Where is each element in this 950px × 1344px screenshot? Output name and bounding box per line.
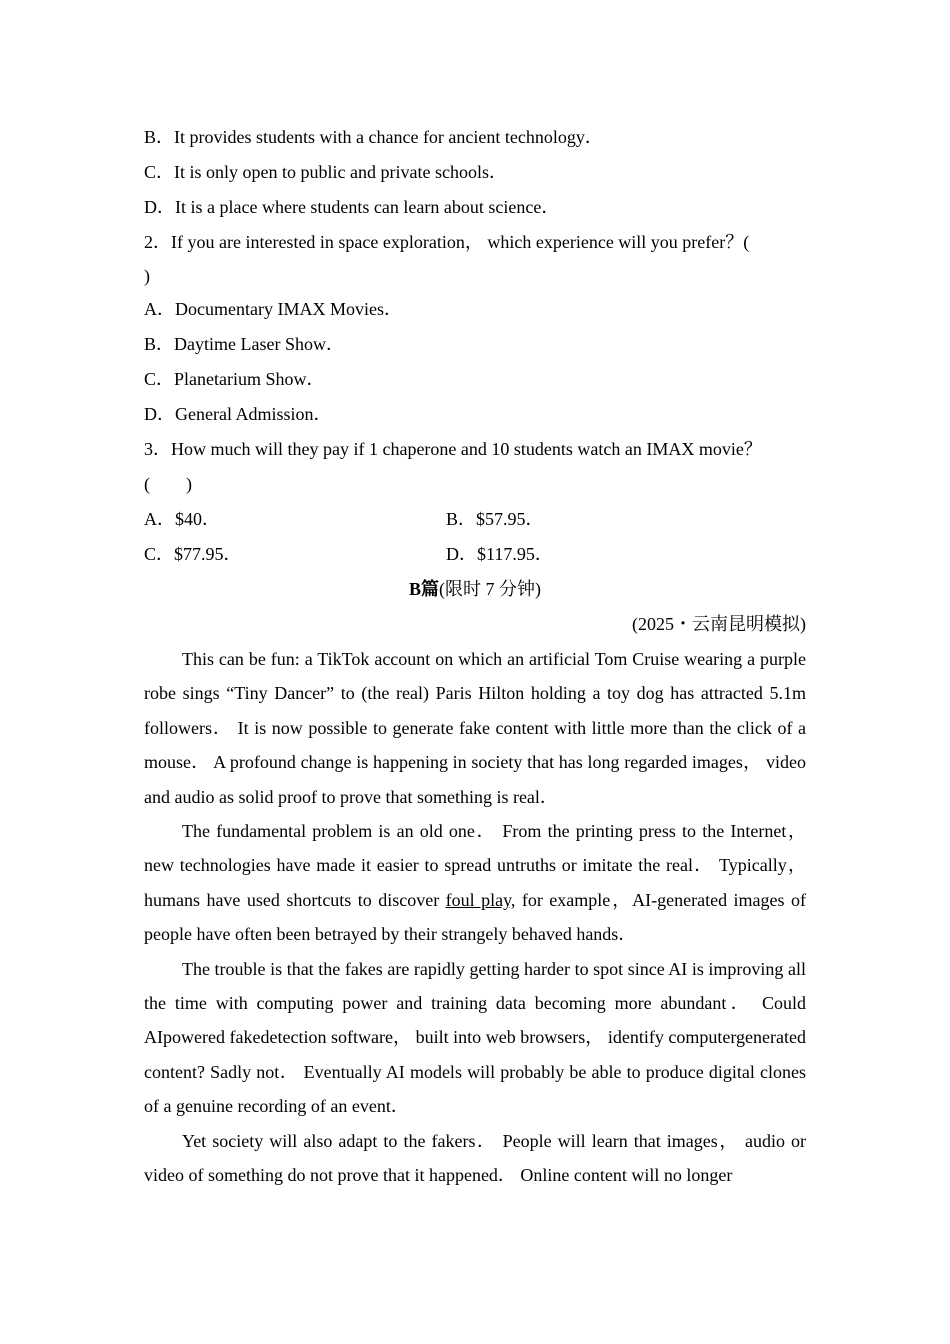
- q1-option-c: C．It is only open to public and private schools．: [144, 162, 507, 182]
- q3-options-row-1: [144, 502, 806, 537]
- q1-option-b: B．It provides students with a chance for ancient technology．: [144, 127, 603, 147]
- q3-option-a: A．$40．: [144, 509, 220, 529]
- p2-underlined-phrase: foul play,: [445, 889, 516, 910]
- q1-option-d: D．It is a place where students can learn about science．: [144, 197, 560, 217]
- q2-option-c: C．Planetarium Show．: [144, 369, 325, 389]
- passage-paragraph-1: This can be fun: a TikTok account on which an artificial Tom Cruise wearing a purple robe sings “Tiny Dancer” to (the real) Paris Hilton holding a toy dog has attracted 5.1m followers． It is now possible to generate fake content with little more than the click of a mouse． A profound change is happening in society that has long regarded images， video and audio as solid proof to prove that something is real．: [144, 649, 806, 807]
- q3-stem: 3．How much will they pay if 1 chaperone and 10 students watch an IMAX movie？: [144, 439, 762, 459]
- q3-options-row-2: [144, 537, 806, 572]
- q3-option-d: D．$117.95．: [446, 544, 553, 564]
- q2-stem: 2．If you are interested in space exploration， which experience will you prefer？(: [144, 232, 750, 252]
- q3-option-c: C．$77.95．: [144, 544, 242, 564]
- section-title: [144, 572, 806, 607]
- passage-paragraph-4: Yet society will also adapt to the fakers． People will learn that images， audio or video of something do not prove that it happened． Online content will no longer: [144, 1130, 806, 1186]
- p2-text-before: The fundamental problem is an old one． From the printing press to the Internet， new technologies have made it easier to spread untruths or imitate the real． Typically，humans have used shortcuts to discover: [144, 821, 806, 910]
- q2-option-d: D．General Admission．: [144, 404, 332, 424]
- passage-paragraph-2: [144, 814, 806, 952]
- section-source: (2025・云南昆明模拟): [632, 614, 806, 634]
- q2-stem-end: ): [144, 266, 150, 286]
- passage-paragraph-3: The trouble is that the fakes are rapidly getting harder to spot since AI is improving all the time with computing power and training data becoming more abundant． Could AIpowered fakedetection software， built into web browsers， identify computergenerated content? Sadly not． Eventually AI models will probably be able to produce digital clones of a genuine recording of an event．: [144, 958, 806, 1117]
- section-title-bold: B篇: [408, 579, 439, 599]
- p2-text-after: for example，AI-generated images of people have often been betrayed by their strangely behaved hands．: [144, 889, 806, 945]
- q2-option-b: B．Daytime Laser Show．: [144, 334, 344, 354]
- q3-answer-paren: ( ): [144, 474, 192, 494]
- document-page: [144, 120, 806, 1193]
- section-time-limit: (限时 7 分钟): [439, 579, 541, 599]
- q2-option-a: A．Documentary IMAX Movies．: [144, 299, 402, 319]
- q3-option-b: B．$57.95．: [446, 509, 544, 529]
